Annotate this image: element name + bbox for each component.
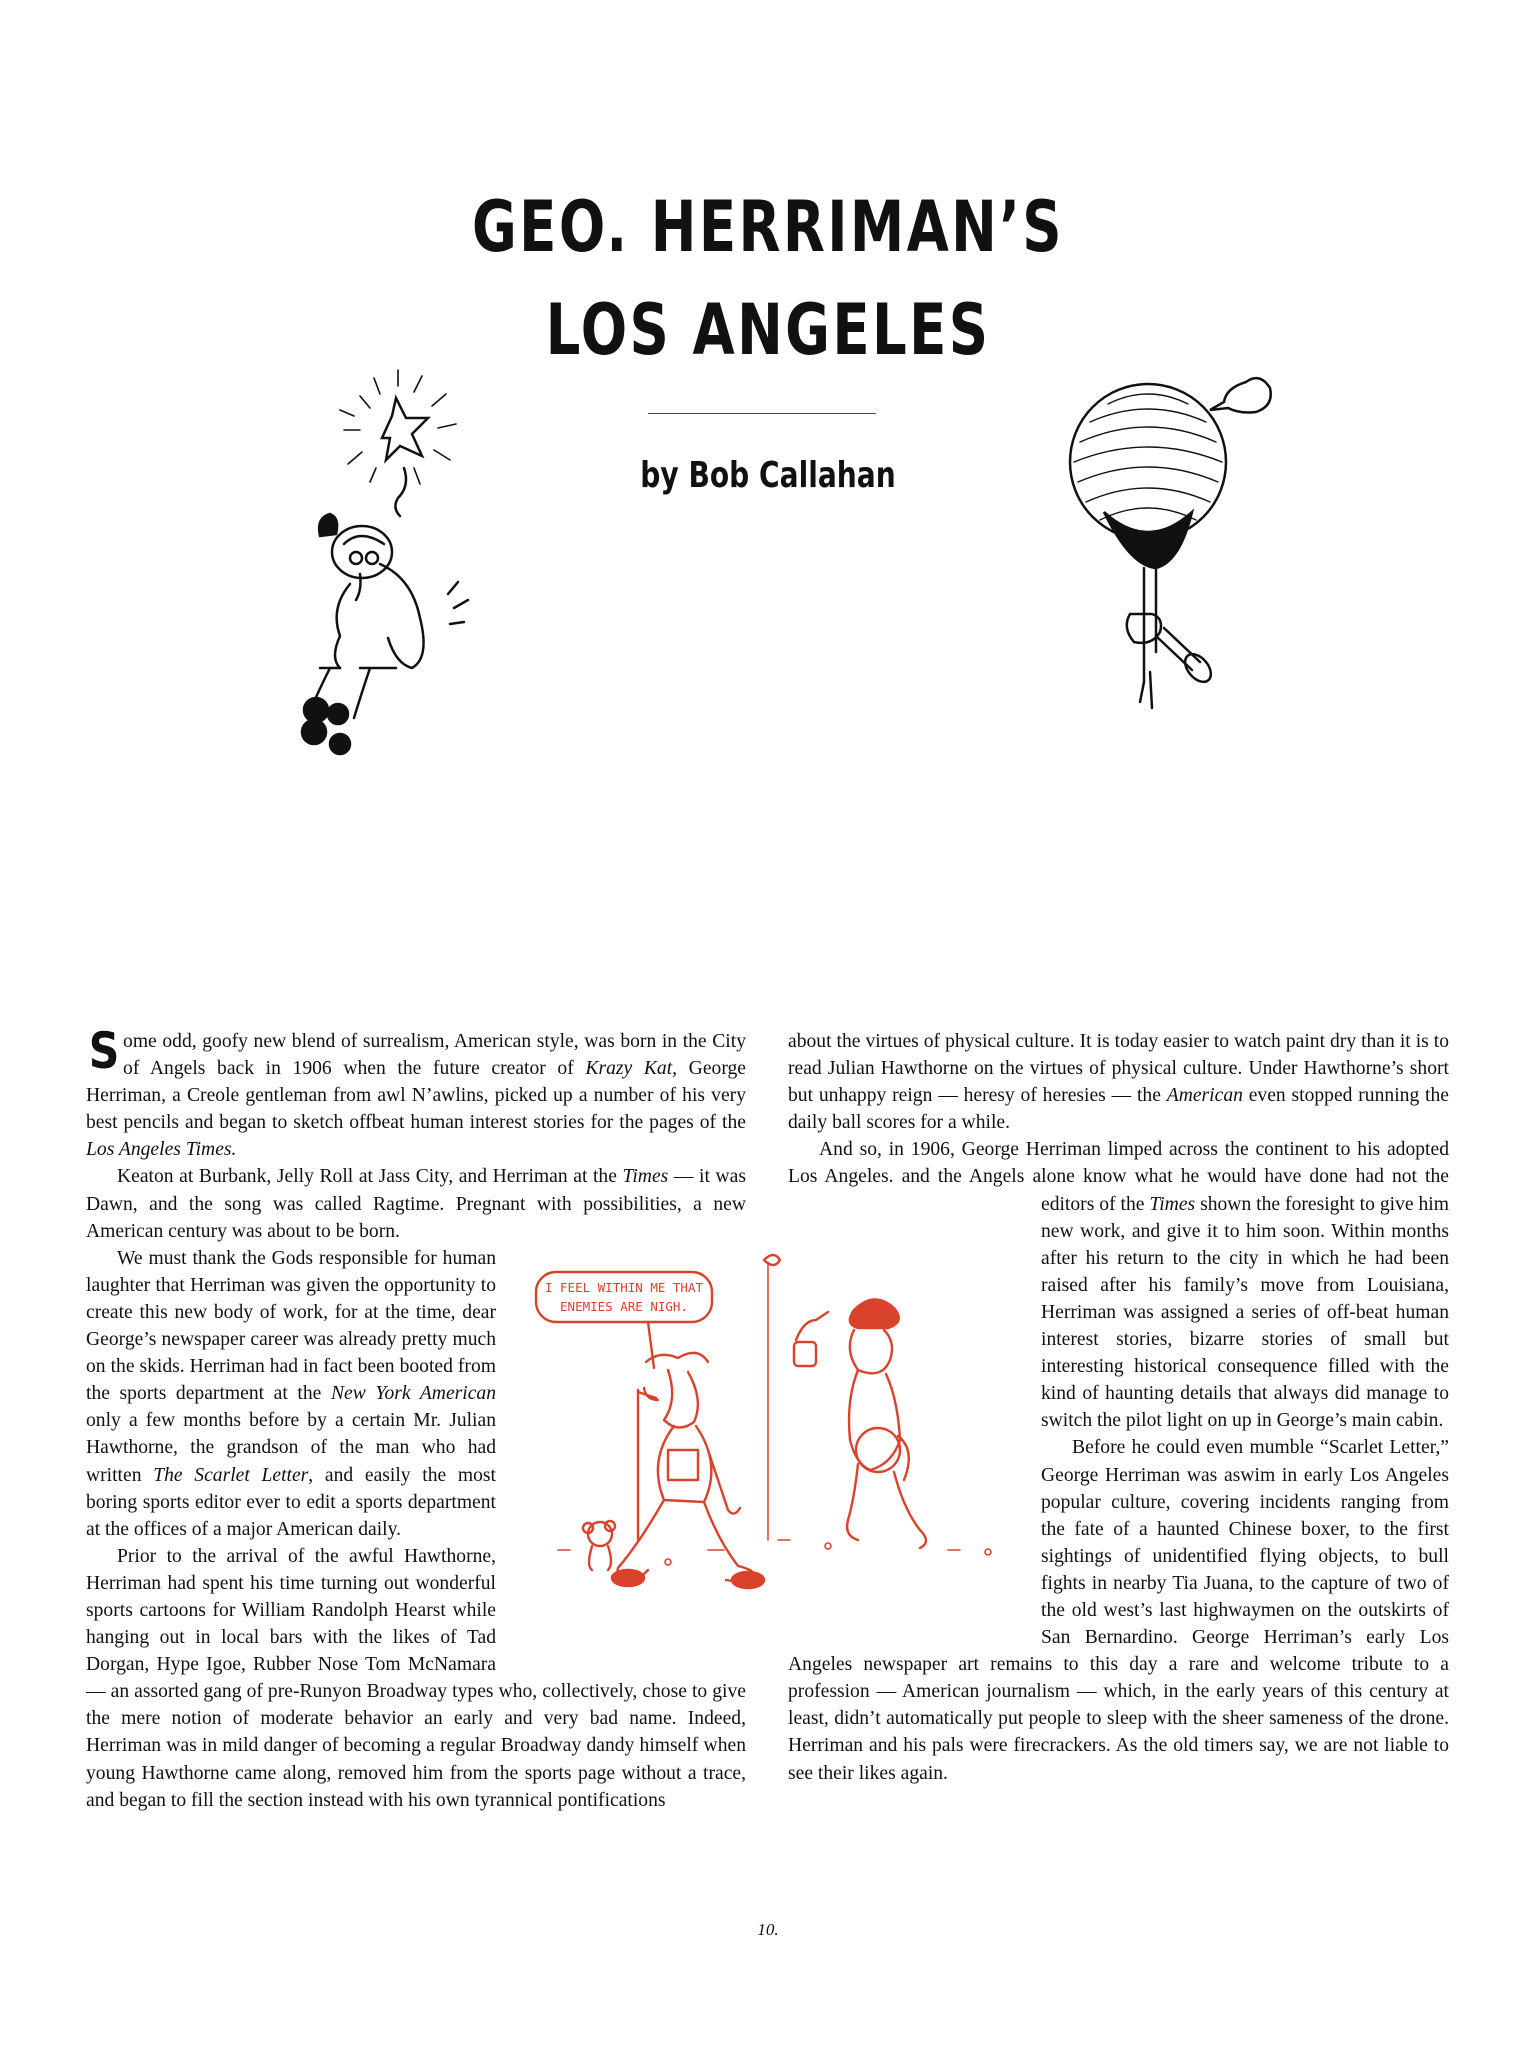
figure-with-star-icon [300,368,500,758]
paragraph: Before he could even mumble “Scarlet Letter,” George Herriman was aswim in early Los Angeles popular culture, covering incidents ranging from the fate of a haunted Chinese boxer, to the first sightings of unidentified flying objects, to bull fights in nearby Tia Juana, to the capture of two of the old west’s last highwaymen on the outskirts of San Bernardino. George Herriman’s early Los Angeles newspaper art remains to this day a rare and welcome tribute to a profession — American journalism — which, in the early years of this century at least, didn’t automatically put people to sleep with the sheer sameness of the drone. Herriman and his pals were firecrackers. As the old timers say, we are not liable to see their likes again. [788,1437,1449,1784]
page-number: 10. [757,1920,779,1939]
paragraph: about the virtues of physical culture. It is today easier to watch paint dry than it is to read Julian Hawthorne on the virtues of physical culture. Under Hawthorne’s short but unhappy reign — heresy of heresies — the American even stopped running the daily ball scores for a while. [788,1031,1449,1134]
paragraph: And so, in 1906, George Herriman limped across the continent to his adopted Los Angeles. and the Angels alone know what he would have done had not the editors of the Times shown the foresight to give him new work, and give it to him soon. Within months after his return to the city in which he had been raised after his family’s move from Louisiana, Herriman was assigned a series of off-beat human interest stories, bizarre stories of small but interesting historical consequence filled with the kind of haunting details that always did manage to switch the pilot light on up in George’s main cabin. [788,1139,1449,1432]
paragraph: Prior to the arrival of the awful Hawthorne, Herriman had spent his time turning out wonderful sports cartoons for William Randolph Hearst while hanging out in local bars with the likes of Tad Dorgan, Hype Igoe, Rubber Nose Tom McNamara — an assorted gang of pre-Runyon Broadway types who, collectively, chose to give the mere notion of moderate behavior an early and very bad name. Indeed, Herriman was in mild danger of becoming a regular Broadway dandy himself when young Hawthorne came along, removed him from the sports page without a trace, and began to fill the section instead with his own tyrannical pontifications [86,1545,746,1811]
speech-line-1: I FEEL WITHIN ME THAT [544,1280,704,1295]
balloon-with-bird-icon [1060,352,1280,732]
walking-men-cartoon [528,1250,1038,1610]
byline: by Bob Callahan [640,455,896,496]
speech-line-2: ENEMIES ARE NIGH. [560,1299,688,1314]
title-divider [648,413,876,414]
drop-cap: S [88,1022,120,1080]
paragraph: Some odd, goofy new blend of surrealism, American style, was born in the City of Angels back in 1906 when the future creator of Krazy Kat, George Herriman, a Creole gentleman from awl N’awlins, picked up a number of his very best pencils and began to sketch offbeat human interest stories for the pages of the Los Angeles Times. [86,1022,746,1161]
paragraph: We must thank the Gods responsible for human laughter that Herriman was given the opportunity to create this new body of work, for at the time, dear George’s newspaper career was already pretty much on the skids. Herriman had in fact been booted from the sports department at the New York American only a few months before by a certain Mr. Julian Hawthorne, the grandson of the man who had written The Scarlet Letter, and easily the most boring sports editor ever to edit a sports department at the offices of a major American daily. [86,1247,497,1540]
title-line-1: GEO. HERRIMAN’S [472,186,1064,268]
title-line-2: LOS ANGELES [545,289,991,371]
paragraph: Keaton at Burbank, Jelly Roll at Jass City, and Herriman at the Times — it was Dawn, and the song was called Ragtime. Pregnant with possibilities, a new American century was about to be born. [86,1166,747,1242]
